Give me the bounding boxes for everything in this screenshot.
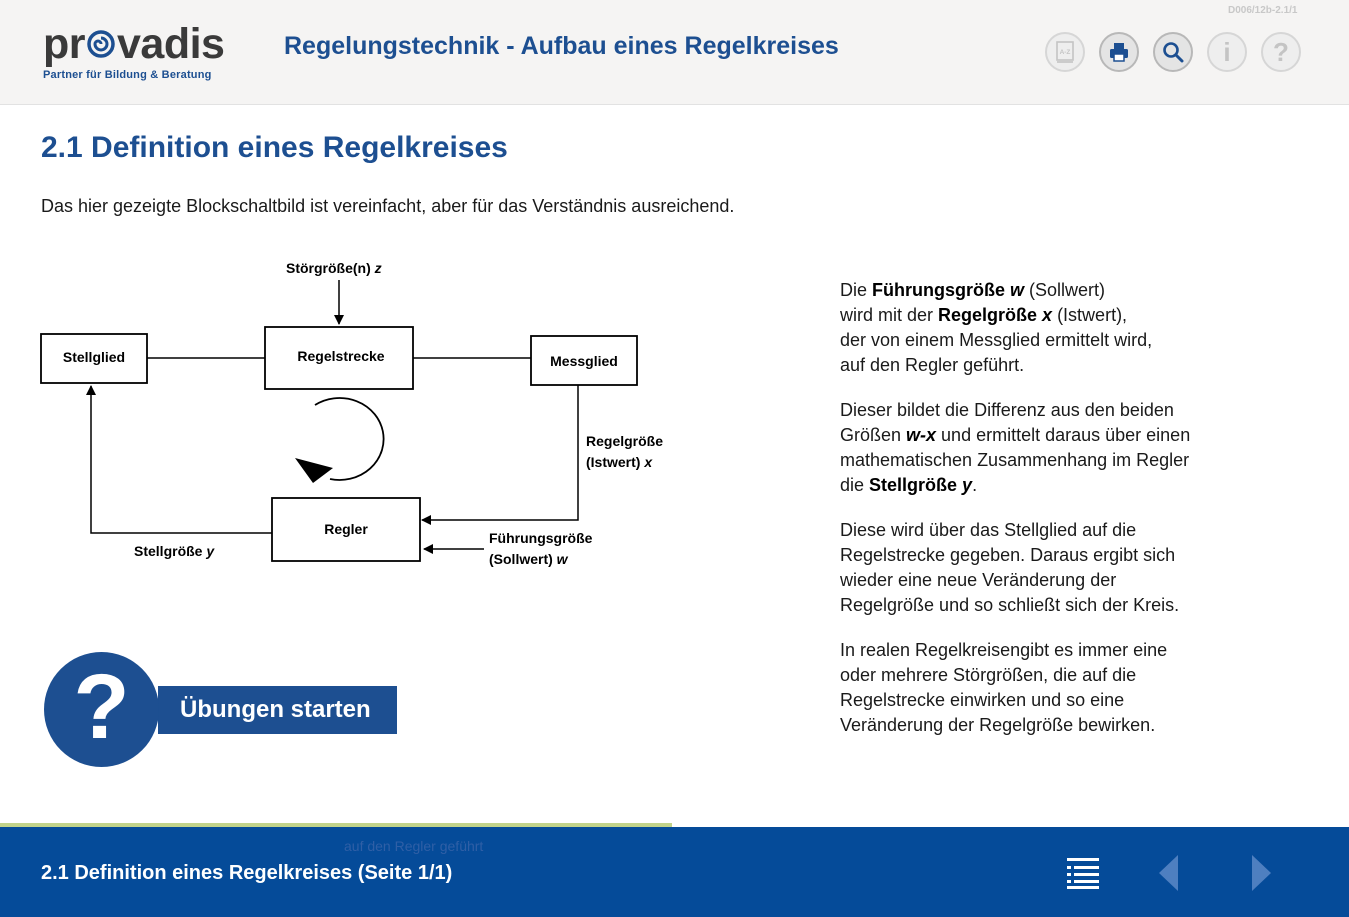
info-icon: i <box>1223 36 1231 67</box>
stellgroesse-label: Stellgröße y <box>134 543 215 559</box>
glossary-icon <box>1054 40 1076 64</box>
logo-tagline: Partner für Bildung & Beratung <box>43 69 212 81</box>
logo-word-right: vadis <box>117 20 225 68</box>
regelgroesse-sublabel: (Istwert) x <box>586 454 653 470</box>
header-bar <box>0 0 1349 105</box>
app-title: Regelungstechnik - Aufbau eines Regelkreises <box>284 32 839 60</box>
next-page-button[interactable] <box>1246 853 1276 893</box>
start-exercises-label[interactable]: Übungen starten <box>158 686 397 734</box>
explanation-paragraph-4: In realen Regelkreisengibt es immer eine oder mehrere Störgrößen, die auf die Regelstrecke einwirken und so eine Veränderung der Regelgröße bewirken. <box>840 640 1168 735</box>
disturbance-label: Störgröße(n) z <box>286 260 382 276</box>
feedback-arrow <box>422 385 578 520</box>
intro-text: Das hier gezeigte Blockschaltbild ist vereinfacht, aber für das Verständnis ausreichend. <box>41 196 735 216</box>
explanation-paragraph-2: Dieser bildet die Differenz aus den beiden Größen w-x und ermittelt daraus über einen mathematischen Zusammenhang im Regler die Stellgröße y. <box>840 400 1191 495</box>
question-mark-glyph: ? <box>73 655 130 758</box>
glossary-button[interactable] <box>1045 32 1085 72</box>
footer-page-title: 2.1 Definition eines Regelkreises (Seite 1/1) <box>41 862 453 884</box>
help-icon: ? <box>1273 36 1289 67</box>
fuehrungsgroesse-sublabel: (Sollwert) w <box>489 551 568 567</box>
print-button[interactable] <box>1099 32 1139 72</box>
glossary-icon-label: A-Z <box>1059 49 1071 56</box>
regelstrecke-label: Regelstrecke <box>297 348 385 364</box>
stellglied-label: Stellglied <box>62 349 126 365</box>
print-icon <box>1108 41 1130 63</box>
explanation-paragraph-3: Diese wird über das Stellglied auf die Regelstrecke gegeben. Daraus ergibt sich wieder eine neue Veränderung der Regelgröße und so schließt sich der Kreis. <box>840 520 1180 615</box>
search-button[interactable] <box>1153 32 1193 72</box>
explanation-paragraph-1: Die Führungsgröße w (Sollwert) wird mit der Regelgröße x (Istwert), der von einem Messglied ermittelt wird, auf den Regler geführt. <box>840 280 1153 375</box>
logo-spiral-icon <box>86 29 116 59</box>
logo-word-left: pr <box>43 20 85 68</box>
regelgroesse-label: Regelgröße <box>586 433 664 449</box>
chevron-right-icon <box>1251 855 1271 891</box>
info-button[interactable] <box>1207 32 1247 72</box>
control-loop-diagram <box>30 250 710 590</box>
faded-caption: auf den Regler geführt <box>344 838 484 854</box>
document-id: D006/12b-2.1/1 <box>1228 5 1298 16</box>
messglied-label: Messglied <box>550 353 618 369</box>
chevron-left-icon <box>1159 855 1179 891</box>
search-icon <box>1162 41 1184 63</box>
actuator-arrow <box>91 386 272 533</box>
regler-label: Regler <box>324 521 368 537</box>
question-mark-icon[interactable] <box>44 652 159 767</box>
logo-wordmark <box>43 20 224 68</box>
previous-page-button[interactable] <box>1154 853 1184 893</box>
fuehrungsgroesse-label: Führungsgröße <box>489 530 593 546</box>
table-of-contents-button[interactable] <box>1064 855 1102 891</box>
loop-arrowhead <box>295 458 333 483</box>
explanation-panel <box>840 278 1280 758</box>
help-button[interactable] <box>1261 32 1301 72</box>
provadis-logo <box>43 20 224 81</box>
page-title: 2.1 Definition eines Regelkreises <box>41 131 508 164</box>
list-icon <box>1066 857 1100 889</box>
